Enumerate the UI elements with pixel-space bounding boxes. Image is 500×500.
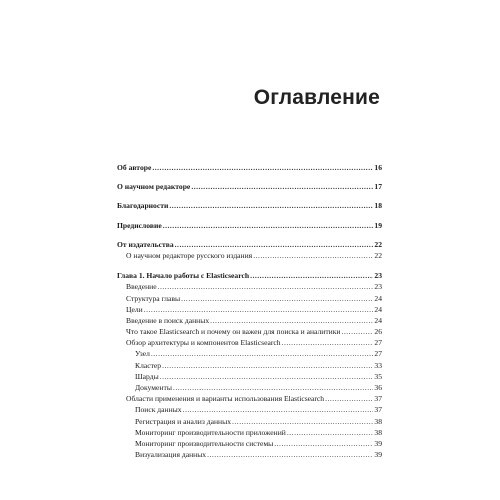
- toc-entry-label: Благодарности: [117, 201, 169, 211]
- toc-entry[interactable]: [117, 305, 382, 316]
- toc-entry-page: 37: [374, 394, 382, 404]
- toc-entry-page: 18: [374, 201, 382, 211]
- toc-entry-page: 23: [374, 271, 382, 281]
- toc-entry-label: Цели: [126, 304, 143, 314]
- toc-entry-label: О научном редакторе: [117, 182, 191, 192]
- toc-leader-dots: [274, 439, 373, 448]
- toc-entry-label: Мониторинг производительности приложений: [135, 427, 286, 437]
- toc-entry-label: Шарды: [135, 371, 159, 381]
- toc-entry-page: 24: [374, 293, 382, 303]
- toc-entry[interactable]: [117, 327, 382, 338]
- toc-entry-page: 24: [374, 315, 382, 325]
- toc-entry-page: 27: [374, 338, 382, 348]
- toc-entry-page: 19: [374, 220, 382, 230]
- toc-entry-page: 22: [374, 239, 382, 249]
- toc-leader-dots: [250, 271, 373, 280]
- toc-entry-page: 33: [374, 360, 382, 370]
- toc-entry-page: 17: [374, 182, 382, 192]
- toc-entry-page: 39: [374, 438, 382, 448]
- toc-entry[interactable]: [117, 394, 382, 405]
- toc-entry[interactable]: [117, 201, 382, 212]
- page-title: Оглавление: [253, 86, 380, 109]
- toc-entry[interactable]: [117, 271, 382, 282]
- toc-leader-dots: [151, 349, 374, 358]
- toc-leader-dots: [160, 372, 374, 381]
- toc-entry-label: Визуализация данных: [135, 450, 207, 460]
- toc-entry[interactable]: [117, 338, 382, 349]
- toc-leader-dots: [169, 201, 373, 210]
- toc-entry-label: Документы: [135, 383, 172, 392]
- toc-entry-page: 37: [374, 405, 382, 415]
- toc-leader-dots: [282, 338, 374, 347]
- toc-entry-page: 22: [374, 250, 382, 260]
- toc-entry-label: Кластер: [135, 360, 162, 370]
- toc-entry-page: 38: [374, 416, 382, 426]
- toc-entry-label: Предисловие: [117, 220, 162, 230]
- toc-leader-dots: [181, 294, 373, 303]
- toc-leader-dots: [210, 316, 373, 325]
- toc-entry[interactable]: [117, 372, 382, 383]
- toc-entry-page: 16: [374, 163, 382, 172]
- toc-entry[interactable]: [117, 294, 382, 305]
- toc-entry[interactable]: [117, 182, 382, 193]
- toc-leader-dots: [162, 361, 373, 370]
- toc-leader-dots: [163, 221, 374, 230]
- toc-entry-label: Об авторе: [117, 163, 152, 172]
- toc-entry-label: Мониторинг производительности системы: [135, 438, 274, 448]
- toc-entry-label: Введение: [126, 282, 157, 292]
- toc-entry[interactable]: [117, 282, 382, 293]
- toc-entry-page: 36: [374, 383, 382, 392]
- toc-leader-dots: [325, 394, 373, 403]
- toc-entry[interactable]: [117, 163, 382, 174]
- toc-entry-page: 27: [374, 349, 382, 359]
- toc-entry[interactable]: [117, 251, 382, 262]
- toc-entry-page: 24: [374, 304, 382, 314]
- toc-entry-label: Области применения и варианты использования Elasticsearch: [126, 394, 325, 404]
- toc-entry[interactable]: [117, 240, 382, 251]
- toc-leader-dots: [191, 182, 373, 191]
- toc-entry-label: Структура главы: [126, 293, 181, 303]
- toc-leader-dots: [253, 251, 373, 260]
- toc-leader-dots: [152, 163, 373, 172]
- toc-leader-dots: [287, 428, 374, 437]
- toc-leader-dots: [183, 405, 374, 414]
- toc-entry-label: Узел: [135, 349, 150, 359]
- toc-leader-dots: [232, 417, 373, 426]
- toc-entry[interactable]: [117, 428, 382, 439]
- toc-entry-page: 39: [374, 450, 382, 460]
- toc-entry[interactable]: [117, 405, 382, 416]
- toc-entry-label: О научном редакторе русского издания: [126, 250, 253, 260]
- toc-leader-dots: [173, 383, 373, 392]
- toc-entry[interactable]: [117, 383, 382, 394]
- toc-leader-dots: [144, 305, 374, 314]
- toc-entry[interactable]: [117, 349, 382, 360]
- toc-entry-label: Глава 1. Начало работы с Elasticsearch: [117, 271, 250, 281]
- toc-entry-page: 35: [374, 371, 382, 381]
- toc-entry[interactable]: [117, 361, 382, 372]
- toc-entry-label: Обзор архитектуры и компонентов Elasticsearch: [126, 338, 281, 348]
- toc-entry-page: 23: [374, 282, 382, 292]
- table-of-contents: [117, 163, 382, 461]
- toc-entry[interactable]: [117, 221, 382, 232]
- toc-entry-label: От издательства: [117, 239, 174, 249]
- toc-entry[interactable]: [117, 417, 382, 428]
- toc-leader-dots: [158, 282, 374, 291]
- toc-leader-dots: [207, 450, 373, 459]
- toc-entry-label: Регистрация и анализ данных: [135, 416, 231, 426]
- toc-leader-dots: [175, 240, 374, 249]
- toc-entry[interactable]: [117, 450, 382, 461]
- toc-leader-dots: [341, 327, 373, 336]
- toc-entry-label: Что такое Elasticsearch и почему он важен для поиска и аналитики: [126, 327, 341, 337]
- toc-entry-page: 26: [374, 327, 382, 337]
- toc-entry[interactable]: [117, 316, 382, 327]
- toc-entry-label: Введение в поиск данных: [126, 315, 210, 325]
- toc-entry-label: Поиск данных: [135, 405, 182, 415]
- toc-entry[interactable]: [117, 439, 382, 450]
- toc-entry-page: 38: [374, 427, 382, 437]
